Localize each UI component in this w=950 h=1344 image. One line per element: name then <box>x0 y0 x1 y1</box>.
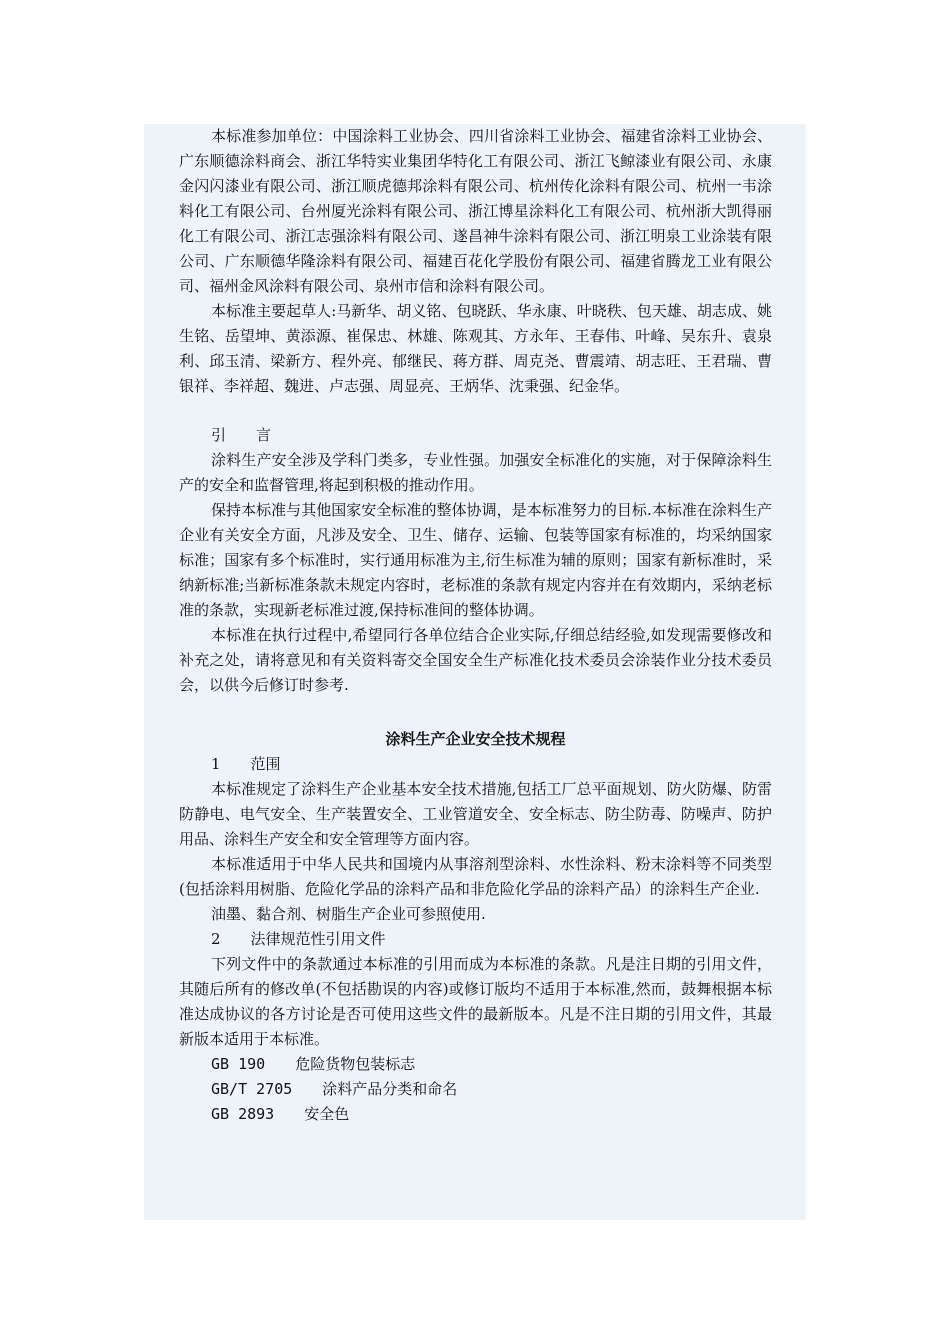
reference-name: 安全色 <box>304 1105 350 1123</box>
section-2-paragraph: 下列文件中的条款通过本标准的引用而成为本标准的条款。凡是注日期的引用文件，其随后所有的修改单(不包括勘误的内容)或修订版均不适用于本标准,然而，鼓舞根据本标准达成协议的各方讨论是否可使用这些文件的最新版本。凡是不注日期的引用文件，其最新版本适用于本标准。 <box>179 955 772 1048</box>
section-2-title: 法律规范性引用文件 <box>250 930 386 948</box>
section-1-paragraph-3: 油墨、黏合剂、树脂生产企业可参照使用. <box>211 905 486 923</box>
section-2-number: 2 <box>211 930 221 948</box>
section-1-heading <box>179 752 772 777</box>
intro-paragraph-3: 本标准在执行过程中,希望同行各单位结合企业实际,仔细总结经验,如发现需要修改和补充之处，请将意见和有关资料寄交全国安全生产标准化技术委员会涂装作业分技术委员会，以供今后修订时参考. <box>179 626 772 694</box>
section-1-number: 1 <box>211 755 221 773</box>
intro-paragraph-2: 保持本标准与其他国家安全标准的整体协调，是本标准努力的目标.本标准在涂料生产企业有关安全方面，凡涉及安全、卫生、储存、运输、包装等国家有标准的，均采纳国家标准；国家有多个标准时，实行通用标准为主,衍生标准为辅的原则；国家有新标准时，采纳新标准;当新标准条款未规定内容时，老标准的条款有规定内容并在有效期内，采纳老标准的条款，实现新老标准过渡,保持标准间的整体协调。 <box>179 501 772 619</box>
reference-item <box>179 1102 772 1127</box>
section-1-paragraph-1: 本标准规定了涂料生产企业基本安全技术措施,包括工厂总平面规划、防火防爆、防雷防静电、电气安全、生产装置安全、工业管道安全、安全标志、防尘防毒、防噪声、防护用品、涂料生产安全和安全管理等方面内容。 <box>179 780 772 848</box>
participants-paragraph: 本标准参加单位：中国涂料工业协会、四川省涂料工业协会、福建省涂料工业协会、广东顺德涂料商会、浙江华特实业集团华特化工有限公司、浙江飞鲸漆业有限公司、永康金闪闪漆业有限公司、浙江顺虎德邦涂料有限公司、杭州传化涂料有限公司、杭州一韦涂料化工有限公司、台州厦光涂料有限公司、浙江博星涂料化工有限公司、杭州浙大凯得丽化工有限公司、浙江志强涂料有限公司、遂昌神牛涂料有限公司、浙江明泉工业涂装有限公司、广东顺德华隆涂料有限公司、福建百花化学股份有限公司、福建省腾龙工业有限公司、福州金风涂料有限公司、泉州市信和涂料有限公司。 <box>179 127 772 295</box>
reference-code: GB 2893 <box>211 1105 275 1123</box>
spacer <box>179 399 772 423</box>
document-page <box>144 124 806 1220</box>
document-title: 涂料生产企业安全技术规程 <box>385 730 566 748</box>
spacer <box>179 698 772 727</box>
reference-name: 涂料产品分类和命名 <box>322 1080 458 1098</box>
intro-paragraph-1: 涂料生产安全涉及学科门类多，专业性强。加强安全标准化的实施，对于保障涂料生产的安全和监督管理,将起到积极的推动作用。 <box>179 451 772 494</box>
section-1-title: 范围 <box>250 755 281 773</box>
reference-name: 危险货物包装标志 <box>295 1055 416 1073</box>
reference-code: GB/T 2705 <box>211 1080 293 1098</box>
reference-item <box>179 1077 772 1102</box>
reference-item <box>179 1052 772 1077</box>
drafters-paragraph: 本标准主要起草人:马新华、胡义铭、包晓跃、华永康、叶晓秩、包天雄、胡志成、姚生铭、岳望坤、黄添源、崔保忠、林雄、陈观其、方永年、王春伟、叶峰、吴东升、袁泉利、邱玉清、梁新方、程外亮、郁继民、蒋方群、周克尧、曹震靖、胡志旺、王君瑞、曹银祥、李祥超、魏进、卢志强、周显亮、王炳华、沈秉强、纪金华。 <box>179 302 772 395</box>
section-2-heading <box>179 927 772 952</box>
section-1-paragraph-2: 本标准适用于中华人民共和国境内从事溶剂型涂料、水性涂料、粉末涂料等不同类型(包括涂料用树脂、危险化学品的涂料产品和非危险化学品的涂料产品）的涂料生产企业. <box>179 855 772 898</box>
intro-heading: 引 言 <box>211 426 272 444</box>
reference-code: GB 190 <box>211 1055 266 1073</box>
